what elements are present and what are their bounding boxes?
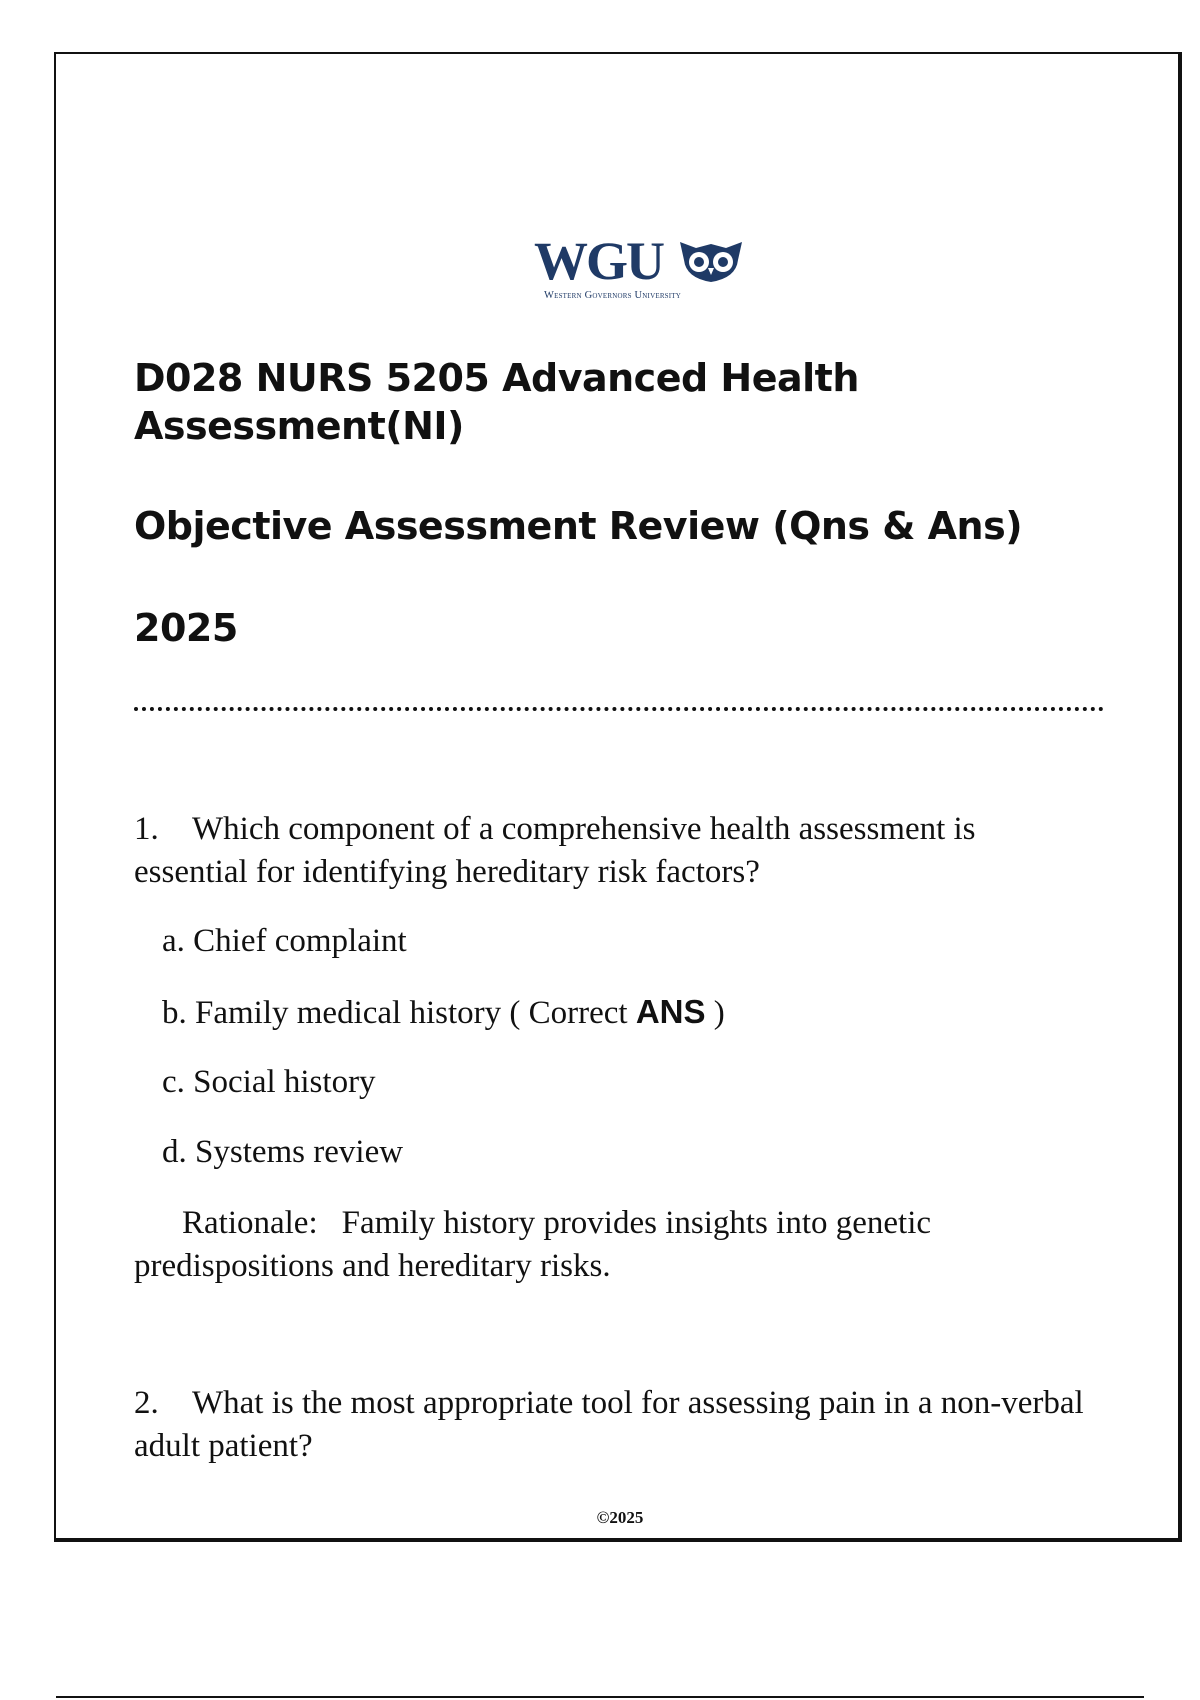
option-a-letter: a. [162,923,185,959]
logo-subtitle: Western Governors University [544,290,682,301]
option-a-text: Chief complaint [193,923,407,959]
footer-copyright: ©2025 [596,1508,644,1527]
wgu-logo [534,231,754,304]
rationale-label: Rationale: [182,1205,318,1241]
owl-icon [678,238,744,284]
option-c-text: Social history [193,1064,376,1100]
document-subtitle: Objective Assessment Review (Qns & Ans) [134,504,1023,548]
question-1 [134,808,1094,894]
question-2-number: 2. [134,1385,159,1421]
question-1-text: Which component of a comprehensive health assessment is essential for identifying hereditary risk factors? [134,811,976,890]
option-a [162,920,407,963]
option-b [162,990,725,1035]
dotted-divider [134,707,1104,711]
question-2 [134,1382,1094,1468]
option-b-text: Family medical history [195,995,502,1031]
question-1-number: 1. [134,811,159,847]
correct-answer-tag: ANS [635,993,706,1030]
question-1-rationale [134,1202,1094,1288]
option-c [162,1061,376,1104]
option-b-letter: b. [162,995,187,1031]
option-c-letter: c. [162,1064,185,1100]
option-d-text: Systems review [195,1134,404,1170]
logo-wordmark: WGU [534,231,663,291]
question-2-text: What is the most appropriate tool for assessing pain in a non-verbal adult patient? [134,1385,1084,1464]
option-d [162,1131,403,1174]
document-title: D028 NURS 5205 Advanced Health Assessment(NI) [134,356,859,448]
correct-close: ) [713,995,725,1031]
document-year: 2025 [134,606,238,650]
option-d-letter: d. [162,1134,187,1170]
rationale-text: Family history provides insights into genetic predispositions and hereditary risks. [134,1205,932,1284]
bottom-rule [56,1696,1144,1698]
correct-open: ( Correct [509,995,628,1031]
